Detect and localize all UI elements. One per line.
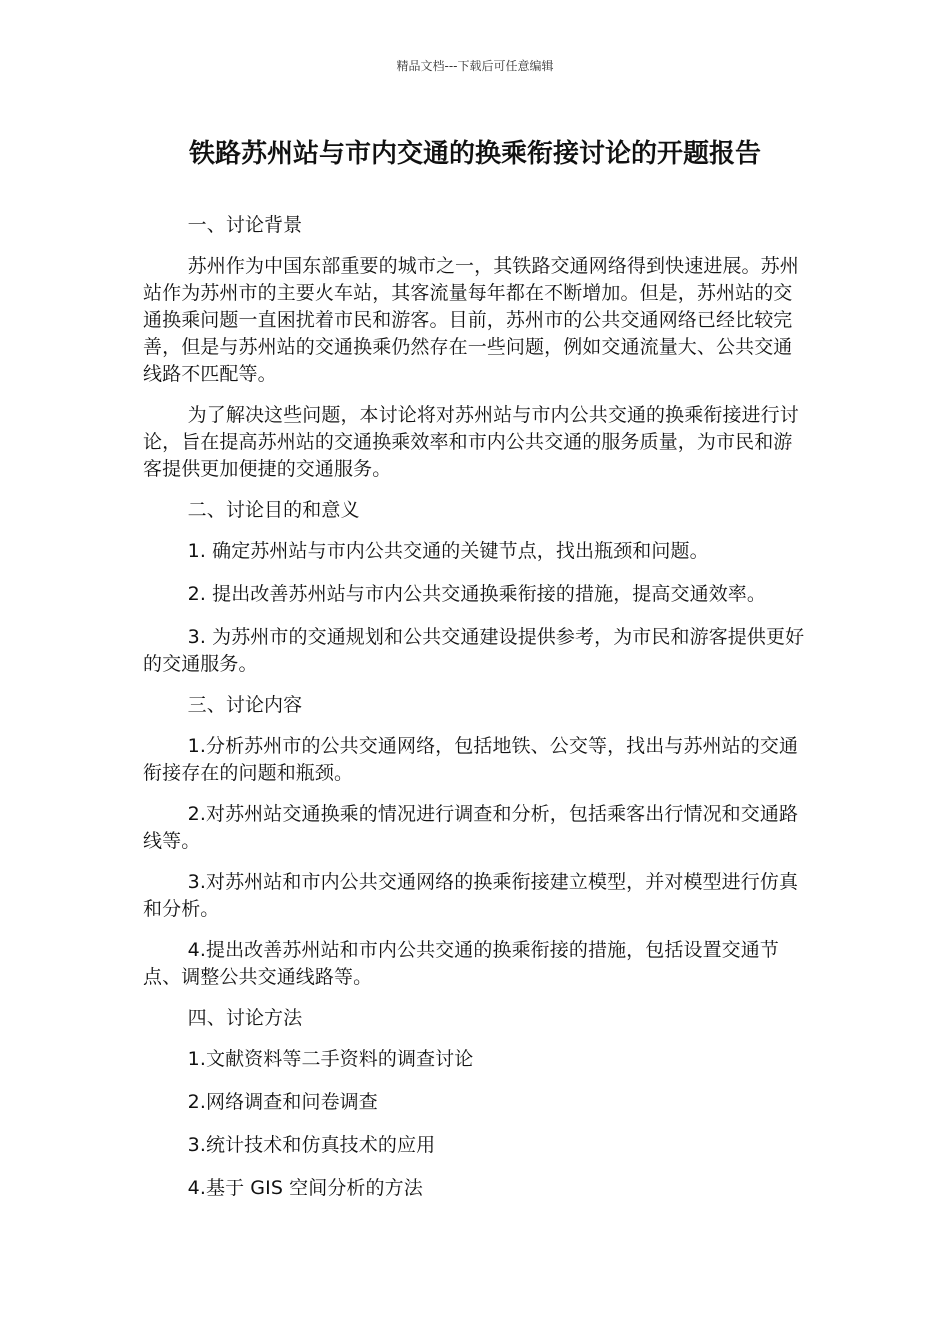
- background-paragraph: 苏州作为中国东部重要的城市之一，其铁路交通网络得到快速进展。苏州站作为苏州市的主要火车站，其客流量每年都在不断增加。但是，苏州站的交通换乘问题一直困扰着市民和游客。目前，苏州市的公共交通网络已经比较完善，但是与苏州站的交通换乘仍然存在一些问题，例如交通流量大、公共交通线路不匹配等。: [143, 255, 799, 385]
- header-note: 精品文档---下载后可任意编辑: [396, 59, 554, 73]
- purpose-item: 2. 提出改善苏州站与市内公共交通换乘衔接的措施，提高交通效率。: [187, 583, 767, 605]
- section-heading-purpose: 二、讨论目的和意义: [187, 499, 360, 521]
- method-item: 3.统计技术和仿真技术的应用: [187, 1134, 436, 1156]
- method-item: 1.文献资料等二手资料的调查讨论: [187, 1048, 474, 1070]
- section-heading-background: 一、讨论背景: [187, 214, 303, 236]
- background-paragraph: 为了解决这些问题，本讨论将对苏州站与市内公共交通的换乘衔接进行讨论，旨在提高苏州站的交通换乘效率和市内公共交通的服务质量，为市民和游客提供更加便捷的交通服务。: [143, 404, 799, 480]
- content-item: 2.对苏州站交通换乘的情况进行调查和分析，包括乘客出行情况和交通路线等。: [143, 803, 799, 852]
- method-item: 4.基于 GIS 空间分析的方法: [187, 1177, 423, 1199]
- content-item: 3.对苏州站和市内公共交通网络的换乘衔接建立模型，并对模型进行仿真和分析。: [143, 871, 799, 920]
- content-item: 4.提出改善苏州站和市内公共交通的换乘衔接的措施，包括设置交通节点、调整公共交通线路等。: [143, 939, 779, 988]
- section-heading-methods: 四、讨论方法: [187, 1007, 303, 1029]
- purpose-item: 3. 为苏州市的交通规划和公共交通建设提供参考，为市民和游客提供更好的交通服务。: [143, 626, 805, 675]
- document-title: 铁路苏州站与市内交通的换乘衔接讨论的开题报告: [188, 139, 761, 169]
- document-body: [143, 212, 809, 1218]
- method-item: 2.网络调查和问卷调查: [187, 1091, 378, 1113]
- section-heading-content: 三、讨论内容: [187, 694, 303, 716]
- content-item: 1.分析苏州市的公共交通网络，包括地铁、公交等，找出与苏州站的交通衔接存在的问题和瓶颈。: [143, 735, 799, 784]
- purpose-item: 1. 确定苏州站与市内公共交通的关键节点，找出瓶颈和问题。: [187, 540, 709, 562]
